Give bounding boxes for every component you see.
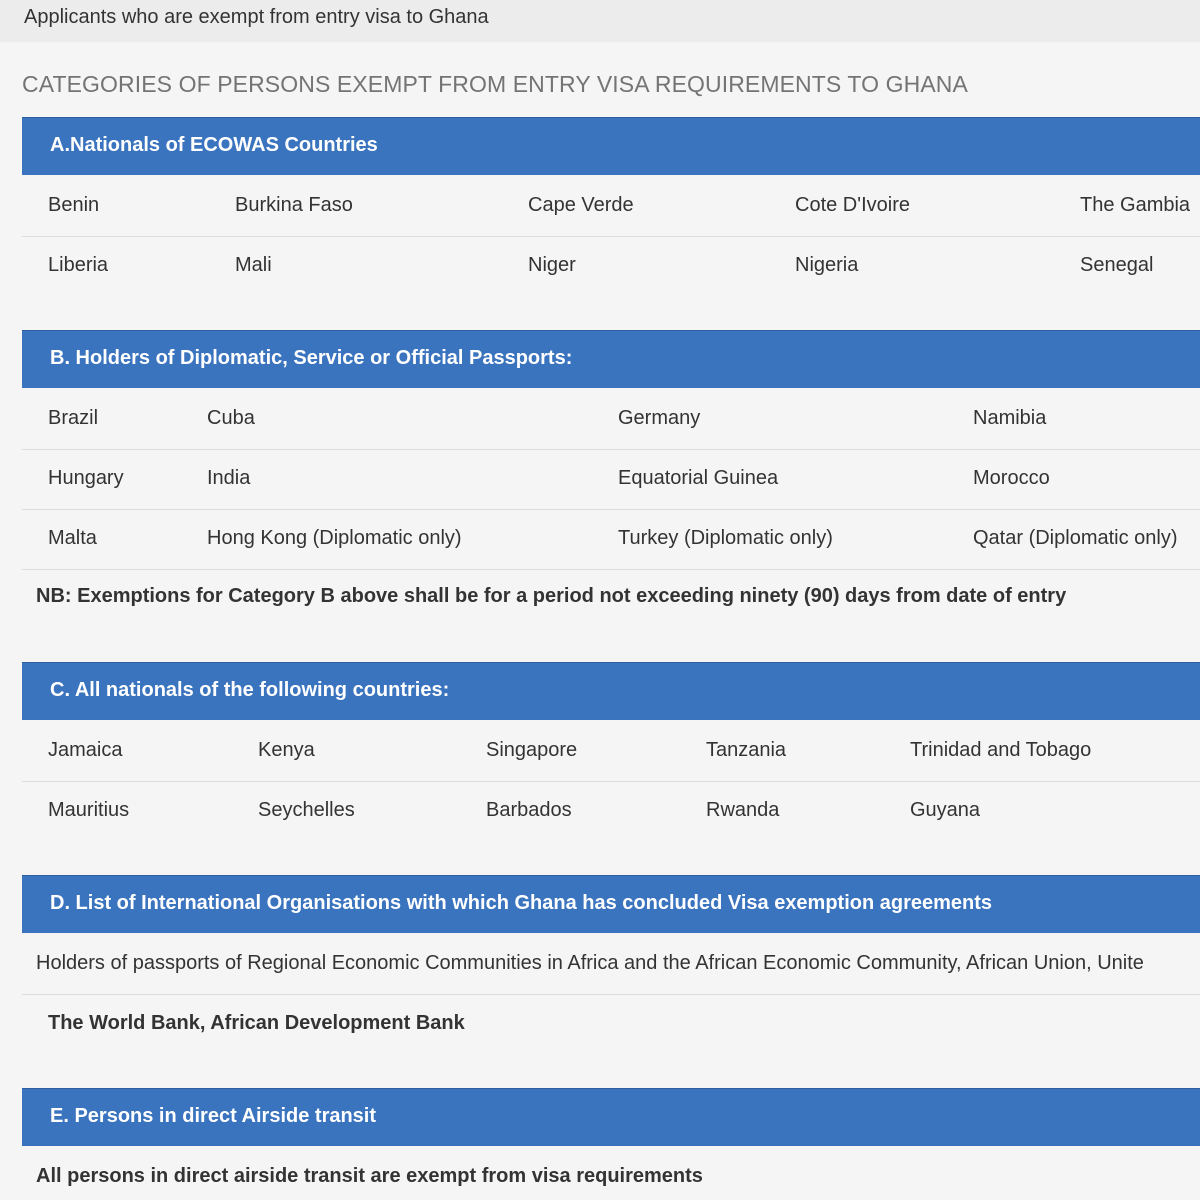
section-b-note: NB: Exemptions for Category B above shall be for a period not exceeding ninety (90) days from date of entry	[36, 585, 1067, 607]
country-cell: Kenya	[258, 739, 315, 761]
country-cell: Morocco	[973, 467, 1050, 489]
country-cell: Hong Kong (Diplomatic only)	[207, 527, 462, 549]
section-b-title: B. Holders of Diplomatic, Service or Official Passports:	[50, 347, 573, 369]
country-cell: Equatorial Guinea	[618, 467, 779, 489]
country-cell: Seychelles	[258, 799, 355, 821]
section-b-row-3	[22, 509, 1200, 570]
section-a-title: A.Nationals of ECOWAS Countries	[50, 134, 378, 156]
country-cell: Malta	[48, 527, 97, 549]
country-cell: Tanzania	[706, 739, 787, 761]
section-e-title: E. Persons in direct Airside transit	[50, 1105, 377, 1127]
country-cell: Brazil	[48, 407, 99, 429]
country-cell: Cape Verde	[528, 194, 634, 216]
section-b-row-2	[22, 449, 1200, 510]
country-cell: The Gambia	[1080, 194, 1191, 216]
section-d-divider	[22, 994, 1200, 995]
section-c-title: C. All nationals of the following countries:	[50, 679, 450, 701]
country-cell: Qatar (Diplomatic only)	[973, 527, 1178, 549]
country-cell: Namibia	[973, 407, 1047, 429]
section-d-banks-text: The World Bank, African Development Bank	[48, 1012, 465, 1034]
section-a-row-1	[22, 176, 1200, 237]
section-b-row-1	[22, 389, 1200, 450]
country-cell: Jamaica	[48, 739, 123, 761]
country-cell: Turkey (Diplomatic only)	[618, 527, 833, 549]
country-cell: Mali	[235, 254, 272, 276]
country-cell: Hungary	[48, 467, 124, 489]
country-cell: Benin	[48, 194, 100, 216]
top-bar	[0, 0, 1200, 42]
country-cell: Cote D'Ivoire	[795, 194, 910, 216]
section-e-header	[22, 1088, 1200, 1146]
section-c-row-1	[22, 721, 1200, 782]
country-cell: Guyana	[910, 799, 981, 821]
country-cell: Germany	[618, 407, 701, 429]
country-cell: Niger	[528, 254, 576, 276]
page-title: CATEGORIES OF PERSONS EXEMPT FROM ENTRY VISA REQUIREMENTS TO GHANA	[22, 71, 968, 97]
top-bar-title: Applicants who are exempt from entry visa to Ghana	[24, 6, 489, 28]
section-b-header	[22, 330, 1200, 388]
country-cell: Nigeria	[795, 254, 859, 276]
country-cell: Senegal	[1080, 254, 1154, 276]
section-d-header	[22, 875, 1200, 933]
section-d-title: D. List of International Organisations with which Ghana has concluded Visa exemption agreements	[50, 892, 993, 914]
section-c-header	[22, 662, 1200, 720]
country-cell: India	[207, 467, 251, 489]
section-d-organisations-text: Holders of passports of Regional Economic Communities in Africa and the African Economic Community, African Union, Unite	[36, 952, 1144, 974]
section-a-header	[22, 117, 1200, 175]
section-e-transit-text: All persons in direct airside transit are exempt from visa requirements	[36, 1165, 703, 1187]
country-cell: Singapore	[486, 739, 578, 761]
country-cell: Barbados	[486, 799, 572, 821]
country-cell: Liberia	[48, 254, 109, 276]
country-cell: Trinidad and Tobago	[910, 739, 1092, 761]
country-cell: Rwanda	[706, 799, 780, 821]
country-cell: Burkina Faso	[235, 194, 353, 216]
section-a-row-2	[22, 236, 1200, 296]
country-cell: Mauritius	[48, 799, 130, 821]
section-c-row-2	[22, 781, 1200, 841]
country-cell: Cuba	[207, 407, 255, 429]
